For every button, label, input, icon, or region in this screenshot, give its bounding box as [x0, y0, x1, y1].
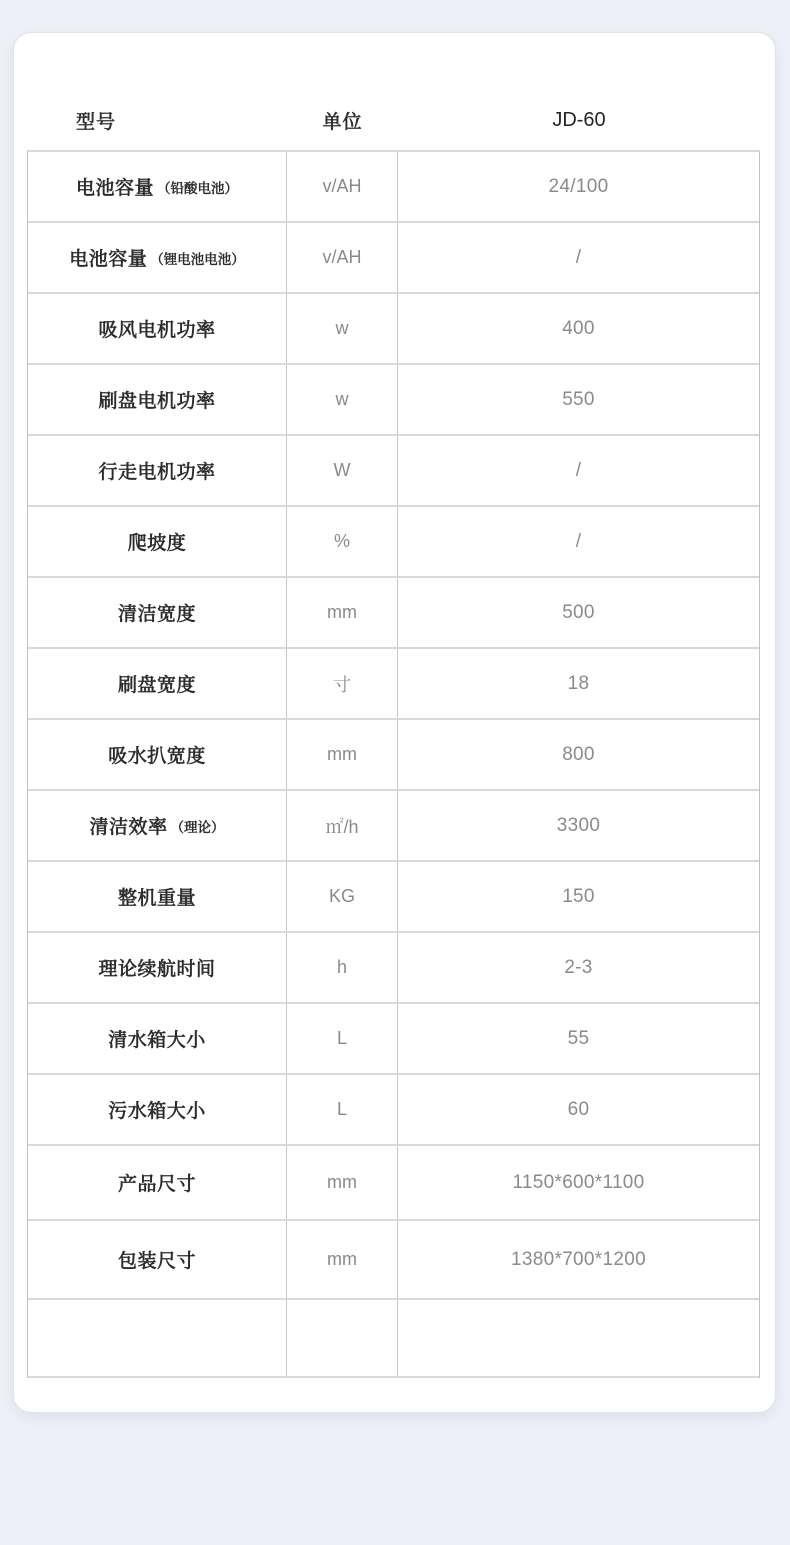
header-product-model: JD-60	[552, 108, 606, 131]
spec-value: 60	[567, 1098, 590, 1120]
spec-unit-cell	[287, 294, 398, 363]
spec-value-cell	[398, 791, 759, 860]
spec-label-note: （锂电池电池）	[150, 251, 245, 267]
spec-label-cell	[28, 862, 287, 931]
spec-label-cell	[28, 223, 287, 292]
spec-value-cell	[398, 365, 759, 434]
spec-unit-cell	[287, 791, 398, 860]
spec-value: 3300	[556, 814, 601, 836]
spec-label-cell	[28, 791, 287, 860]
spec-value-cell	[398, 649, 759, 718]
spec-unit-cell	[287, 862, 398, 931]
spec-label: 污水箱大小	[108, 1101, 206, 1122]
spec-value-cell	[398, 223, 759, 292]
table-row	[28, 365, 759, 436]
spec-value: 500	[562, 601, 595, 623]
spec-label-cell	[28, 507, 287, 576]
spec-label-note: （铅酸电池）	[157, 180, 238, 196]
spec-unit-cell	[287, 649, 398, 718]
spec-value: 24/100	[548, 175, 609, 197]
spec-label-cell	[28, 436, 287, 505]
spec-value: 150	[562, 885, 595, 907]
spec-unit: ㎡/h	[325, 816, 359, 837]
spec-label-cell	[28, 365, 287, 434]
spec-unit-cell	[287, 436, 398, 505]
spec-value: 550	[562, 388, 595, 410]
spec-value: /	[575, 246, 582, 268]
table-row	[28, 1146, 759, 1221]
spec-unit: KG	[328, 886, 355, 906]
spec-unit-cell	[287, 1075, 398, 1144]
spec-unit: 寸	[333, 674, 351, 695]
spec-label-cell	[28, 1075, 287, 1144]
spec-unit: L	[336, 1028, 347, 1048]
table-row	[28, 152, 759, 223]
spec-unit-cell	[287, 933, 398, 1002]
spec-value-cell	[398, 1221, 759, 1298]
table-row	[28, 578, 759, 649]
spec-unit-cell	[287, 223, 398, 292]
table-row	[28, 223, 759, 294]
spec-label-cell	[28, 649, 287, 718]
spec-unit: L	[336, 1099, 347, 1119]
spec-value: 18	[567, 672, 590, 694]
spec-label: 清洁宽度	[117, 604, 196, 625]
spec-value: /	[575, 530, 582, 552]
spec-table	[27, 150, 760, 1378]
spec-value-cell	[398, 1146, 759, 1219]
spec-value-cell	[398, 436, 759, 505]
spec-unit-cell	[287, 1146, 398, 1219]
spec-unit-cell	[287, 152, 398, 221]
spec-label: 吸风电机功率	[98, 320, 216, 341]
spec-label-cell	[28, 1300, 287, 1376]
spec-value: /	[575, 459, 582, 481]
spec-unit: %	[333, 531, 350, 551]
spec-label: 吸水扒宽度	[108, 746, 206, 767]
spec-label-cell	[28, 294, 287, 363]
table-row	[28, 862, 759, 933]
spec-label: 清洁效率	[89, 817, 168, 838]
spec-value: 1150*600*1100	[512, 1171, 645, 1193]
spec-unit: h	[336, 957, 347, 977]
spec-unit: w	[335, 318, 349, 338]
table-row	[28, 649, 759, 720]
spec-label: 产品尺寸	[117, 1174, 196, 1195]
spec-label-cell	[28, 933, 287, 1002]
spec-value-cell	[398, 933, 759, 1002]
spec-label: 刷盘电机功率	[98, 391, 216, 412]
spec-label-note: （理论）	[170, 819, 225, 835]
table-row	[28, 791, 759, 862]
table-row	[28, 294, 759, 365]
spec-label-cell	[28, 1004, 287, 1073]
table-row	[28, 1004, 759, 1075]
spec-value: 55	[567, 1027, 590, 1049]
spec-value: 800	[562, 743, 595, 765]
spec-label: 电池容量	[75, 178, 154, 199]
spec-unit: mm	[327, 744, 357, 764]
header-model-col: 型号	[76, 111, 117, 133]
spec-unit-cell	[287, 1300, 398, 1376]
table-row	[28, 507, 759, 578]
spec-label: 包装尺寸	[117, 1251, 196, 1272]
spec-unit-cell	[287, 1221, 398, 1298]
spec-value: 400	[562, 317, 595, 339]
spec-value-cell	[398, 862, 759, 931]
spec-unit: v/AH	[322, 247, 362, 267]
spec-table-header	[27, 90, 760, 150]
spec-label: 整机重量	[117, 888, 196, 909]
spec-value-cell	[398, 152, 759, 221]
spec-value: 1380*700*1200	[511, 1248, 646, 1270]
spec-label-cell	[28, 578, 287, 647]
spec-value-cell	[398, 1300, 759, 1376]
spec-label: 理论续航时间	[98, 959, 216, 980]
spec-label: 清水箱大小	[108, 1030, 206, 1051]
spec-value-cell	[398, 578, 759, 647]
spec-label: 爬坡度	[127, 533, 187, 554]
spec-unit: mm	[327, 602, 357, 622]
spec-label-cell	[28, 1146, 287, 1219]
header-unit-col: 单位	[322, 111, 363, 133]
spec-label-cell	[28, 1221, 287, 1298]
table-row	[28, 1221, 759, 1300]
spec-card	[13, 32, 776, 1413]
spec-value-cell	[398, 1004, 759, 1073]
spec-value-cell	[398, 294, 759, 363]
spec-unit: v/AH	[322, 176, 362, 196]
spec-label-cell	[28, 152, 287, 221]
spec-unit: mm	[327, 1172, 357, 1192]
spec-unit-cell	[287, 507, 398, 576]
spec-label-cell	[28, 720, 287, 789]
spec-unit: w	[335, 389, 349, 409]
spec-unit-cell	[287, 578, 398, 647]
spec-value-cell	[398, 1075, 759, 1144]
spec-unit-cell	[287, 1004, 398, 1073]
spec-value-cell	[398, 507, 759, 576]
table-row	[28, 1300, 759, 1378]
table-row	[28, 933, 759, 1004]
spec-unit: mm	[327, 1249, 357, 1269]
table-row	[28, 720, 759, 791]
spec-value-cell	[398, 720, 759, 789]
table-row	[28, 436, 759, 507]
spec-value: 2-3	[564, 956, 593, 978]
spec-label: 行走电机功率	[98, 462, 216, 483]
spec-label: 刷盘宽度	[117, 675, 196, 696]
spec-unit-cell	[287, 720, 398, 789]
spec-unit-cell	[287, 365, 398, 434]
spec-label: 电池容量	[69, 249, 148, 270]
spec-unit: W	[333, 460, 351, 480]
table-row	[28, 1075, 759, 1146]
